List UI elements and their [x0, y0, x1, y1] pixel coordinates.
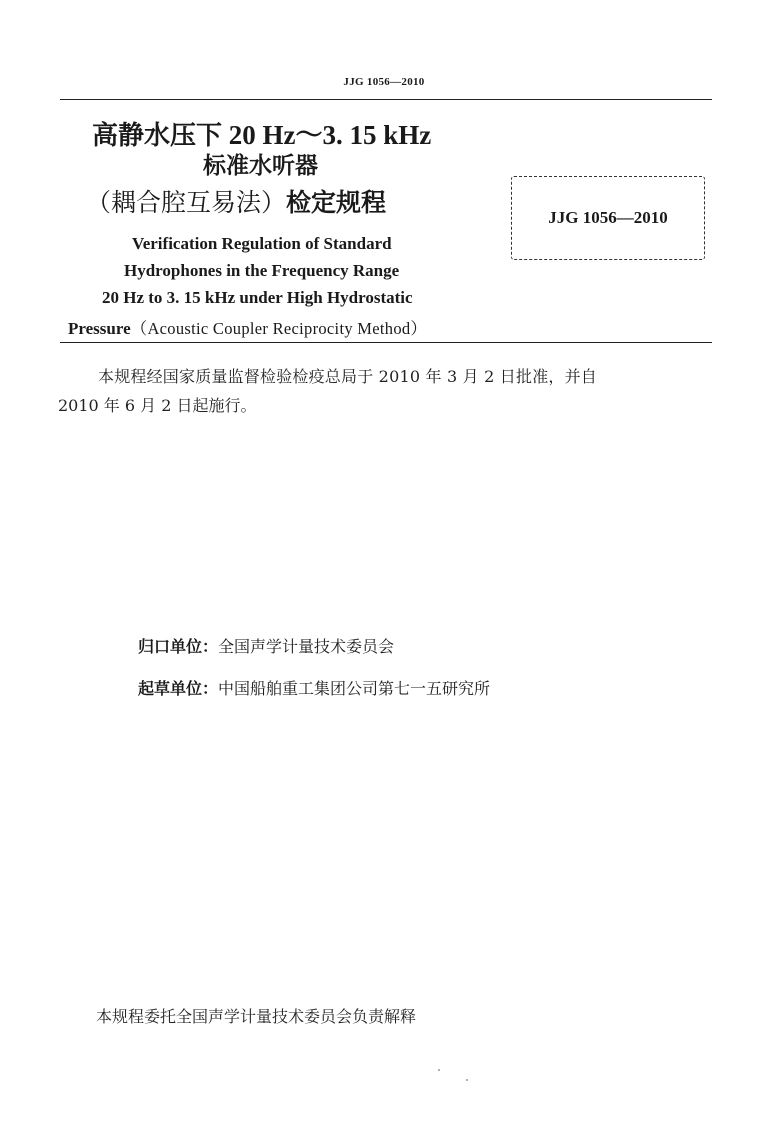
standard-code-box	[511, 176, 705, 260]
scan-speck	[466, 1079, 468, 1081]
responsible-organization	[138, 634, 394, 657]
interpretation-note: 本规程委托全国声学计量技术委员会负责解释	[96, 1007, 417, 1026]
header-standard-code: JJG 1056—2010	[343, 76, 425, 88]
responsible-organization-label: 归口单位：	[138, 637, 219, 656]
drafting-organization	[138, 676, 490, 699]
title-line-3	[86, 183, 386, 219]
approval-statement-line-2: 2010 年 6 月 2 日起施行。	[58, 396, 257, 415]
drafting-organization-label: 起草单位：	[138, 679, 219, 698]
scan-speck	[438, 1069, 440, 1071]
english-title-line-1: Verification Regulation of Standard	[132, 234, 392, 253]
english-title-line-4-method: （Acoustic Coupler Reciprocity Method）	[130, 319, 428, 338]
standard-code-box-text: JJG 1056—2010	[548, 208, 668, 227]
title-line-1-cn: 高静水压下	[92, 121, 223, 151]
title-line-3-paren: （耦合腔互易法）	[86, 188, 287, 217]
english-title-line-3: 20 Hz to 3. 15 kHz under High Hydrostatic	[102, 288, 413, 307]
english-title-line-2: Hydrophones in the Frequency Range	[124, 261, 400, 280]
responsible-organization-value: 全国声学计量技术委员会	[218, 637, 395, 656]
approval-statement-line-1: 本规程经国家质量监督检验检疫总局于 2010 年 3 月 2 日批准，并自	[98, 367, 597, 386]
english-title-line-4-bold: Pressure	[68, 319, 131, 338]
title-line-3-bold: 检定规程	[286, 188, 387, 217]
drafting-organization-value: 中国船舶重工集团公司第七一五研究所	[218, 679, 491, 698]
english-title-line-4	[68, 315, 427, 339]
top-divider	[60, 99, 712, 100]
title-line-2: 标准水听器	[203, 153, 318, 179]
title-divider	[60, 342, 712, 343]
title-line-1-range: 20 Hz～3. 15 kHz	[222, 120, 432, 150]
